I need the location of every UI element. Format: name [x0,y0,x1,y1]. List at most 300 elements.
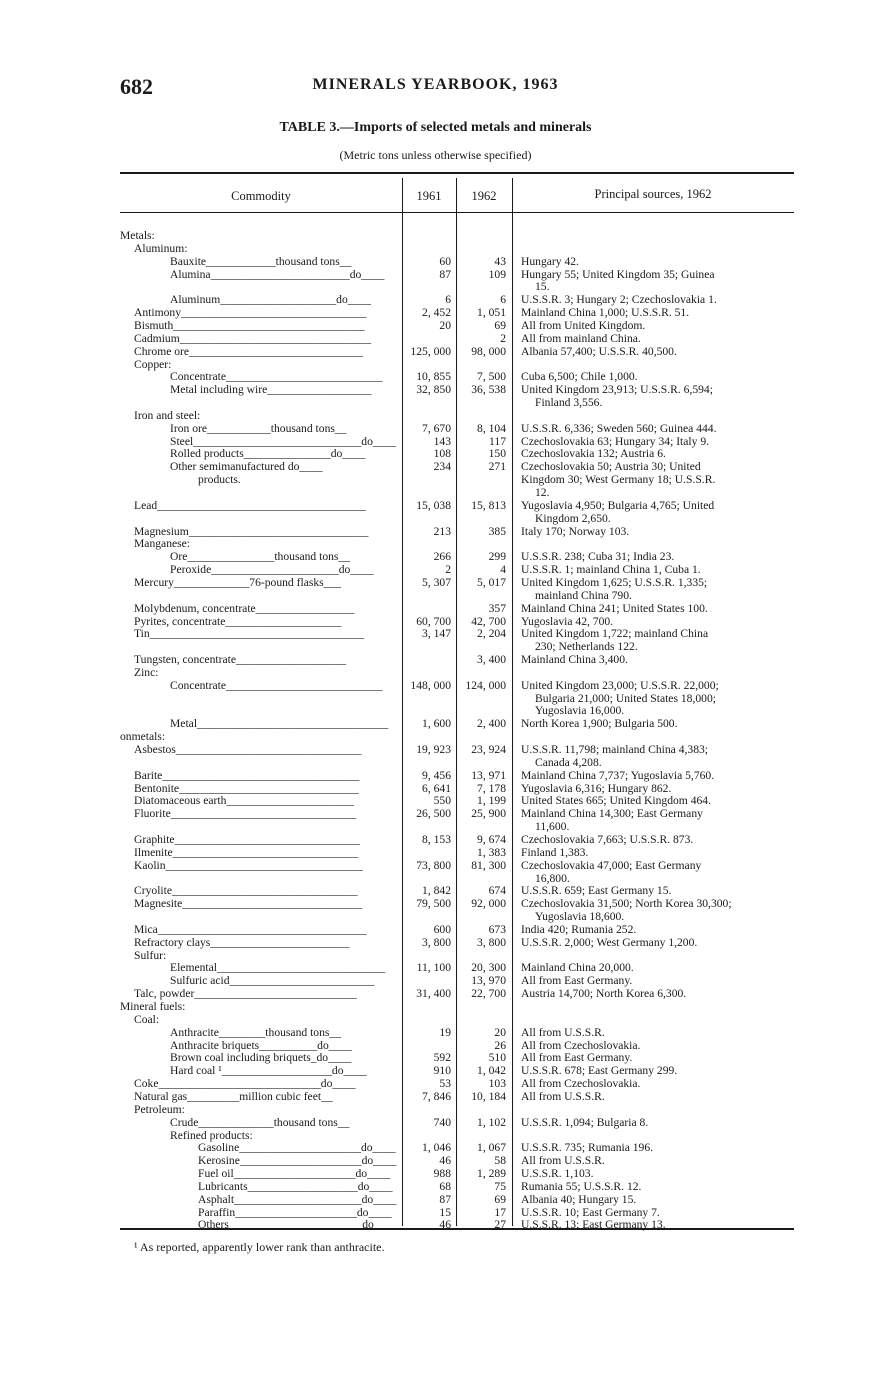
value-1961-cell: 213 [433,524,451,538]
sources-cell: All from mainland China. [521,331,641,345]
value-1962-cell: 673 [488,922,506,936]
commodity-cell: Paraffin_____________________do____ [198,1205,392,1219]
value-1962-cell: 510 [488,1051,506,1065]
commodity-cell: Molybdenum, concentrate_________________ [134,601,355,615]
sources-cell: United Kingdom 23,913; U.S.S.R. 6,594; [521,383,713,397]
table-row [0,1000,871,1013]
commodity-cell: Anthracite briquets__________do____ [170,1038,352,1052]
sources-cell: All from U.S.S.R. [521,1154,605,1168]
value-1961-cell: 234 [433,460,451,474]
commodity-cell: Magnesium_______________________________ [134,524,369,538]
commodity-cell: Rolled products_______________do____ [170,447,366,461]
table-row [0,1141,871,1154]
value-1962-cell: 2 [500,331,506,345]
running-head: MINERALS YEARBOOK, 1963 [312,76,559,93]
sources-cell: Rumania 55; U.S.S.R. 12. [521,1179,642,1193]
sources-cell: Czechoslovakia 132; Austria 6. [521,447,666,461]
value-1962-cell: 3, 400 [477,653,506,667]
commodity-cell: Bentonite_______________________________ [134,781,359,795]
value-1961-cell: 15 [439,1205,451,1219]
commodity-cell: Metals: [120,229,155,242]
commodity-cell: Pyrites, concentrate____________________ [134,614,342,628]
commodity-cell: Elemental_____________________________ [170,961,386,975]
sources-cell: Italy 170; Norway 103. [521,524,630,538]
table-row [0,486,871,499]
table-row [0,910,871,923]
table-row [0,589,871,602]
sources-cell: 12. [535,486,550,499]
sources-cell: Mainland China 14,300; East Germany [521,807,703,821]
value-1961-cell: 108 [433,447,451,461]
table-row [0,1167,871,1180]
table-row [0,679,871,692]
sources-cell: All from U.S.S.R. [521,1025,605,1039]
commodity-cell: onmetals: [120,730,166,744]
sources-cell: All from United Kingdom. [521,318,646,332]
commodity-cell: Brown coal including briquets_do____ [170,1051,352,1065]
table-row [0,872,871,885]
sources-cell: Mainland China 3,400. [521,653,628,667]
value-1962-cell: 271 [488,460,506,474]
table-row [0,537,871,550]
value-1961-cell: 7, 846 [422,1089,451,1103]
value-1961-cell: 73, 800 [416,858,451,872]
value-1962-cell: 25, 900 [471,807,506,821]
table-row [0,949,871,962]
sources-cell: Yugoslavia 42, 700. [521,614,614,628]
footnote: ¹ As reported, apparently lower rank than anthracite. [134,1240,385,1254]
sources-cell: Czechoslovakia 47,000; East Germany [521,858,702,872]
value-1961-cell: 26, 500 [416,807,451,821]
value-1962-cell: 7, 500 [477,370,506,384]
commodity-cell: Mineral fuels: [120,1000,186,1013]
header-commodity: Commodity [231,189,291,203]
header-1961: 1961 [416,189,442,203]
table-row [0,923,871,936]
value-1962-cell: 20 [494,1025,506,1039]
table-row [0,409,871,422]
sources-cell: U.S.S.R. 3; Hungary 2; Czechoslovakia 1. [521,293,717,307]
sources-cell: India 420; Rumania 252. [521,922,637,936]
commodity-cell: Refractory clays________________________ [134,935,350,949]
value-1961-cell: 2, 452 [422,306,451,320]
table-row [0,640,871,653]
table-row [0,473,871,486]
commodity-cell: Hard coal ¹___________________do____ [170,1064,367,1078]
commodity-cell: Mercury_____________76-pound flasks___ [134,575,342,589]
table-row [0,1090,871,1103]
table-row [0,1180,871,1193]
sources-cell: U.S.S.R. 735; Rumania 196. [521,1141,654,1155]
value-1961-cell: 1, 600 [422,717,451,731]
table-row [0,447,871,460]
commodity-cell: Kaolin__________________________________ [134,858,363,872]
commodity-cell: Crude_____________thousand tons__ [170,1115,350,1129]
table-row [0,370,871,383]
value-1961-cell: 20 [439,318,451,332]
value-1962-cell: 103 [488,1077,506,1091]
commodity-cell: products. [198,473,241,487]
table-row [0,1051,871,1064]
table-row [0,306,871,319]
table-row [0,1154,871,1167]
table-row [0,794,871,807]
table-row [0,884,871,897]
value-1962-cell: 7, 178 [477,781,506,795]
commodity-cell: Metal including wire__________________ [170,383,372,397]
sources-cell: All from East Germany. [521,974,633,988]
sources-cell: U.S.S.R. 1,103. [521,1167,594,1181]
commodity-cell: Chrome ore______________________________ [134,344,363,358]
commodity-cell: Petroleum: [134,1102,185,1116]
table-row [0,422,871,435]
commodity-cell: Concentrate___________________________ [170,678,383,692]
table-row [0,717,871,730]
table-row [0,576,871,589]
commodity-cell: Manganese: [134,537,191,551]
table-row [0,525,871,538]
value-1962-cell: 4 [500,563,506,577]
table-row [0,242,871,255]
value-1961-cell: 740 [433,1115,451,1129]
table-row [0,756,871,769]
table-row [0,255,871,268]
value-1961-cell: 79, 500 [416,897,451,911]
value-1962-cell: 75 [494,1179,506,1193]
sources-cell: U.S.S.R. 659; East Germany 15. [521,884,672,898]
commodity-cell: Peroxide______________________do____ [170,563,374,577]
commodity-cell: Talc, powder____________________________ [134,987,357,1001]
table-row [0,730,871,743]
table-row [0,1039,871,1052]
sources-cell: Yugoslavia 6,316; Hungary 862. [521,781,672,795]
table-row [0,1218,871,1231]
table-row [0,499,871,512]
sources-cell: United States 665; United Kingdom 464. [521,794,711,808]
value-1962-cell: 674 [488,884,506,898]
sources-cell: Canada 4,208. [535,755,602,769]
commodity-cell: Cryolite________________________________ [134,884,358,898]
commodity-cell: Coal: [134,1012,160,1026]
commodity-cell: Antimony________________________________ [134,306,367,320]
value-1962-cell: 1, 199 [477,794,506,808]
value-1961-cell: 19, 923 [416,743,451,756]
commodity-cell: Fluorite________________________________ [134,807,357,821]
table-row [0,602,871,615]
commodity-cell: Sulfur: [134,948,167,962]
sources-cell: Czechoslovakia 31,500; North Korea 30,300; [521,897,732,911]
table-row [0,229,871,242]
value-1962-cell: 27 [494,1218,506,1232]
sources-cell: Mainland China 1,000; U.S.S.R. 51. [521,306,690,320]
value-1962-cell: 1, 067 [477,1141,506,1155]
value-1961-cell: 600 [433,922,451,936]
sources-cell: All from Czechoslovakia. [521,1038,641,1052]
value-1962-cell: 22, 700 [471,987,506,1001]
value-1962-cell: 23, 924 [471,743,506,756]
sources-cell: Kingdom 2,650. [535,511,611,525]
sources-cell: Czechoslovakia 7,663; U.S.S.R. 873. [521,832,694,846]
table-row [0,961,871,974]
value-1961-cell: 3, 800 [422,935,451,949]
sources-cell: All from East Germany. [521,1051,633,1065]
value-1962-cell: 2, 400 [477,717,506,731]
commodity-cell: Steel_____________________________do____ [170,434,397,448]
commodity-cell: Other semimanufactured do____ [170,460,323,474]
value-1962-cell: 26 [494,1038,506,1052]
value-1961-cell: 32, 850 [416,383,451,397]
table-row [0,1116,871,1129]
sources-cell: Yugoslavia 18,600. [535,910,625,924]
value-1961-cell: 125, 000 [410,344,451,358]
table-row [0,293,871,306]
value-1962-cell: 98, 000 [471,344,506,358]
commodity-cell: Coke____________________________do____ [134,1077,356,1091]
table-row [0,987,871,1000]
table-row [0,1193,871,1206]
value-1961-cell: 148, 000 [410,678,451,692]
sources-cell: Yugoslavia 16,000. [535,704,625,718]
commodity-cell: Asbestos________________________________ [134,743,362,756]
sources-cell: Mainland China 241; United States 100. [521,601,708,615]
sources-cell: Hungary 55; United Kingdom 35; Guinea [521,267,715,281]
sources-cell: Albania 57,400; U.S.S.R. 40,500. [521,344,677,358]
page-number: 682 [120,74,153,99]
table-row [0,358,871,371]
table-row [0,833,871,846]
commodity-cell: Iron ore___________thousand tons__ [170,421,347,435]
value-1962-cell: 299 [488,550,506,564]
value-1961-cell: 11, 100 [416,961,451,975]
value-1962-cell: 1, 383 [477,845,506,859]
sources-cell: United Kingdom 1,722; mainland China [521,627,709,641]
value-1961-cell: 60 [439,254,451,268]
value-1962-cell: 9, 674 [477,832,506,846]
table-row [0,859,871,872]
sources-cell: U.S.S.R. 1; mainland China 1, Cuba 1. [521,563,701,577]
table-row [0,782,871,795]
sources-cell: Czechoslovakia 50; Austria 30; United [521,460,701,474]
commodity-cell: Lubricants___________________do____ [198,1179,393,1193]
sources-cell: North Korea 1,900; Bulgaria 500. [521,717,678,731]
value-1961-cell: 550 [433,794,451,808]
value-1961-cell: 266 [433,550,451,564]
commodity-cell: Metal_________________________________ [170,717,389,731]
value-1961-cell: 7, 670 [422,421,451,435]
table-row [0,974,871,987]
table-row [0,743,871,756]
sources-cell: Cuba 6,500; Chile 1,000. [521,370,638,384]
sources-cell: mainland China 790. [535,588,632,602]
header-1962: 1962 [471,189,497,203]
commodity-cell: Asphalt______________________do____ [198,1192,397,1206]
value-1962-cell: 92, 000 [471,897,506,911]
value-1962-cell: 13, 970 [471,974,506,988]
commodity-cell: Bauxite____________thousand tons__ [170,254,352,268]
table-row [0,1206,871,1219]
value-1962-cell: 6 [500,293,506,307]
value-1961-cell: 31, 400 [416,987,451,1001]
commodity-cell: Anthracite________thousand tons__ [170,1025,341,1039]
commodity-cell: Magnesite_______________________________ [134,897,362,911]
value-1961-cell: 6, 641 [422,781,451,795]
commodity-cell: Lead____________________________________ [134,498,366,512]
sources-cell: All from U.S.S.R. [521,1089,605,1103]
value-1962-cell: 117 [489,434,506,448]
table-row [0,345,871,358]
value-1962-cell: 58 [494,1154,506,1168]
commodity-cell: Mica____________________________________ [134,922,367,936]
table-row [0,1077,871,1090]
value-1961-cell: 46 [439,1154,451,1168]
table-row [0,615,871,628]
table-row [0,319,871,332]
value-1962-cell: 2, 204 [477,627,506,641]
sources-cell: United Kingdom 1,625; U.S.S.R. 1,335; [521,575,708,589]
sources-cell: 11,600. [535,820,570,834]
commodity-cell: Zinc: [134,665,159,679]
sources-cell: Albania 40; Hungary 15. [521,1192,637,1206]
value-1962-cell: 15, 813 [471,498,506,512]
value-1961-cell: 87 [439,1192,451,1206]
sources-cell: Czechoslovakia 63; Hungary 34; Italy 9. [521,434,710,448]
value-1961-cell: 46 [439,1218,451,1232]
commodity-cell: Concentrate___________________________ [170,370,383,384]
value-1962-cell: 3, 800 [477,935,506,949]
table-row [0,704,871,717]
table-row [0,1026,871,1039]
header-sources: Principal sources, 1962 [594,187,712,201]
table-row [0,653,871,666]
commodity-cell: Bismuth_________________________________ [134,318,365,332]
table-row [0,897,871,910]
value-1961-cell: 8, 153 [422,832,451,846]
commodity-cell: Kerosine_____________________do____ [198,1154,397,1168]
table-row [0,692,871,705]
sources-cell: Mainland China 7,737; Yugoslavia 5,760. [521,768,715,782]
commodity-cell: Barite__________________________________ [134,768,360,782]
value-1962-cell: 10, 184 [471,1089,506,1103]
value-1962-cell: 13, 971 [471,768,506,782]
commodity-cell: Refined products: [170,1128,253,1142]
value-1961-cell: 910 [433,1064,451,1078]
table-row [0,769,871,782]
value-1962-cell: 81, 300 [471,858,506,872]
commodity-cell: Sulfuric acid_________________________ [170,974,375,988]
table-row [0,627,871,640]
value-1962-cell: 109 [488,267,506,281]
sources-cell: 15. [535,280,550,294]
commodity-cell: Iron and steel: [134,408,201,422]
sources-cell: U.S.S.R. 6,336; Sweden 560; Guinea 444. [521,421,717,435]
table-row [0,1013,871,1026]
value-1962-cell: 1, 051 [477,306,506,320]
sources-cell: Finland 1,383. [521,845,589,859]
table-row [0,396,871,409]
value-1962-cell: 8, 104 [477,421,506,435]
value-1961-cell: 19 [439,1025,451,1039]
commodity-cell: Aluminum: [134,241,188,255]
sources-cell: Bulgaria 21,000; United States 18,000; [535,691,716,705]
commodity-cell: Diatomaceous earth______________________ [134,794,354,808]
sources-cell: U.S.S.R. 678; East Germany 299. [521,1064,678,1078]
table-row [0,807,871,820]
value-1962-cell: 69 [494,318,506,332]
table-row [0,268,871,281]
value-1961-cell: 10, 855 [416,370,451,384]
commodity-cell: Alumina________________________do____ [170,267,385,281]
value-1961-cell: 592 [433,1051,451,1065]
value-1961-cell: 60, 700 [416,614,451,628]
table-row [0,1064,871,1077]
sources-cell: U.S.S.R. 238; Cuba 31; India 23. [521,550,675,564]
sources-cell: U.S.S.R. 13; East Germany 13. [521,1218,666,1232]
value-1962-cell: 69 [494,1192,506,1206]
sources-cell: Finland 3,556. [535,396,603,410]
value-1962-cell: 1, 289 [477,1167,506,1181]
commodity-cell: Tin_____________________________________ [134,627,365,641]
sources-cell: United Kingdom 23,000; U.S.S.R. 22,000; [521,678,719,692]
value-1961-cell: 68 [439,1179,451,1193]
value-1961-cell: 15, 038 [416,498,451,512]
sources-cell: U.S.S.R. 2,000; West Germany 1,200. [521,935,698,949]
value-1961-cell: 87 [439,267,451,281]
value-1961-cell: 2 [445,563,451,577]
table-row [0,550,871,563]
table-row [0,332,871,345]
value-1962-cell: 43 [494,254,506,268]
value-1962-cell: 42, 700 [471,614,506,628]
value-1961-cell: 9, 456 [422,768,451,782]
value-1961-cell: 143 [433,434,451,448]
sources-cell: 16,800. [535,871,570,885]
value-1962-cell: 36, 538 [471,383,506,397]
commodity-cell: Cadmium_________________________________ [134,331,372,345]
sources-cell: Hungary 42. [521,254,579,268]
sources-cell: Yugoslavia 4,950; Bulgaria 4,765; United [521,498,715,512]
value-1961-cell: 988 [433,1167,451,1181]
commodity-cell: Ilmenite________________________________ [134,845,359,859]
sources-cell: All from Czechoslovakia. [521,1077,641,1091]
value-1962-cell: 17 [494,1205,506,1219]
value-1962-cell: 357 [488,601,506,615]
commodity-cell: Tungsten, concentrate___________________ [134,653,347,667]
commodity-cell: Natural gas_________million cubic feet__ [134,1089,333,1103]
table-row [0,936,871,949]
sources-cell: Kingdom 30; West Germany 18; U.S.S.R. [521,473,716,487]
value-1962-cell: 150 [488,447,506,461]
table-subtitle: (Metric tons unless otherwise specified) [339,148,532,162]
table-row [0,666,871,679]
value-1961-cell: 3, 147 [422,627,451,641]
sources-cell: Austria 14,700; North Korea 6,300. [521,987,687,1001]
sources-cell: U.S.S.R. 1,094; Bulgaria 8. [521,1115,649,1129]
table-row [0,563,871,576]
table-row [0,820,871,833]
commodity-cell: Gasoline_____________________do____ [198,1141,396,1155]
table-row [0,435,871,448]
commodity-cell: Others_______________________do____ [198,1218,398,1232]
value-1962-cell: 1, 102 [477,1115,506,1129]
table-row [0,460,871,473]
commodity-cell: Graphite________________________________ [134,832,361,846]
sources-cell: Mainland China 20,000. [521,961,634,975]
table-row [0,846,871,859]
table-row [0,512,871,525]
sources-cell: U.S.S.R. 11,798; mainland China 4,383; [521,743,709,756]
value-1961-cell: 5, 307 [422,575,451,589]
value-1961-cell: 1, 046 [422,1141,451,1155]
